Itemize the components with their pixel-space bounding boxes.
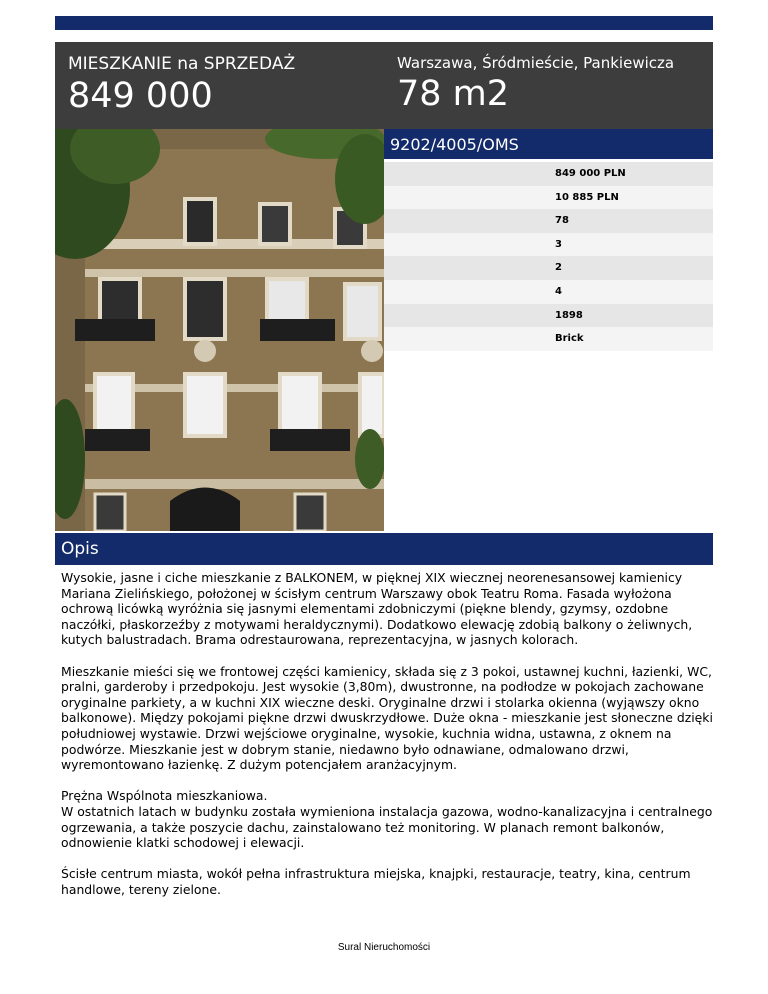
- detail-row: [384, 256, 713, 280]
- detail-row: [384, 304, 713, 328]
- description-heading-bar: [55, 533, 713, 565]
- listing-header: [55, 42, 713, 129]
- description-paragraph: Wysokie, jasne i ciche mieszkanie z BALKONEM, w pięknej XIX wiecznej neorenesansowej kamienicy Mariana Zielińskiego, położonej w ścisłym centrum Warszawy obok Teatru Roma. Fasada wyłożona ochrową licówką wyróżnia się jasnymi elementami zdobniczymi (piękne blendy, gzymsy, ozdobne naczółki, płaskorzeźby z motywami heraldycznymi). Dodatkowo elewację zdobią balkony o żeliwnych, kutych balustradach. Brama odrestaurowana, reprezentacyjna, w jasnych kolorach.: [61, 570, 693, 648]
- footer-agency: Sural Nieruchomości: [337, 942, 431, 953]
- detail-value: 1898: [555, 309, 583, 321]
- detail-value: 10 885 PLN: [555, 191, 619, 203]
- property-photo: [55, 129, 384, 531]
- detail-value: 2: [555, 262, 562, 274]
- detail-row: [384, 186, 713, 210]
- detail-row: [384, 280, 713, 304]
- description-body: [61, 570, 713, 913]
- detail-value: 849 000 PLN: [555, 168, 626, 179]
- offer-type: MIESZKANIE na SPRZEDAŻ: [68, 54, 296, 74]
- detail-row: [384, 233, 713, 257]
- reference-bar: [384, 129, 713, 159]
- price: 849 000: [68, 76, 213, 116]
- detail-row: [384, 327, 713, 351]
- description-paragraph: Mieszkanie mieści się we frontowej części kamienicy, składa się z 3 pokoi, ustawnej kuchni, łazienki, WC, pralni, garderoby i przedpokoju. Jest wysokie (3,80m), dwustronne, na podłodze w pokojach zachowane oryginalne parkiety, a w kuchni XIX wieczne deski. Oryginalne drzwi i stolarka okienna (wyjąwszy okno balkonowe). Między pokojami piękne drzwi dwuskrzydłowe. Duże okna - mieszkanie jest słoneczne dzięki południowej wystawie. Drzwi wejściowe oryginalne, wysokie, kuchnia widna, ustawna, z oknem na podwórze. Mieszkanie jest w dobrym stanie, niedawno było odnawiane, odmalowano drzwi, wyremontowano łazienkę. Z dużym potencjałem aranżacyjnym.: [61, 663, 713, 773]
- area: 78 m2: [397, 74, 510, 114]
- detail-value: Brick: [555, 333, 584, 345]
- detail-row: [384, 209, 713, 233]
- details-table: [384, 162, 713, 351]
- detail-value: 3: [555, 238, 562, 250]
- description-paragraph: Prężna Wspólnota mieszkaniowa. W ostatnich latach w budynku została wymieniona instalacja gazowa, wodno-kanalizacyjna i centralnego ogrzewania, a także poszycie dachu, zainstalowano też monitoring. W planach remont balkonów, odnowienie klatki schodowej i elewacji.: [61, 788, 713, 851]
- reference-number: 9202/4005/OMS: [390, 135, 519, 154]
- description-title: Opis: [61, 539, 99, 559]
- top-accent-bar: [55, 16, 713, 30]
- detail-value: 4: [555, 285, 562, 297]
- location: Warszawa, Śródmieście, Pankiewicza: [397, 54, 675, 72]
- detail-value: 78: [555, 215, 569, 227]
- detail-row: [384, 162, 713, 186]
- description-paragraph: Ścisłe centrum miasta, wokół pełna infrastruktura miejska, knajpki, restauracje, teatry, kina, centrum handlowe, tereny zielone.: [61, 866, 691, 897]
